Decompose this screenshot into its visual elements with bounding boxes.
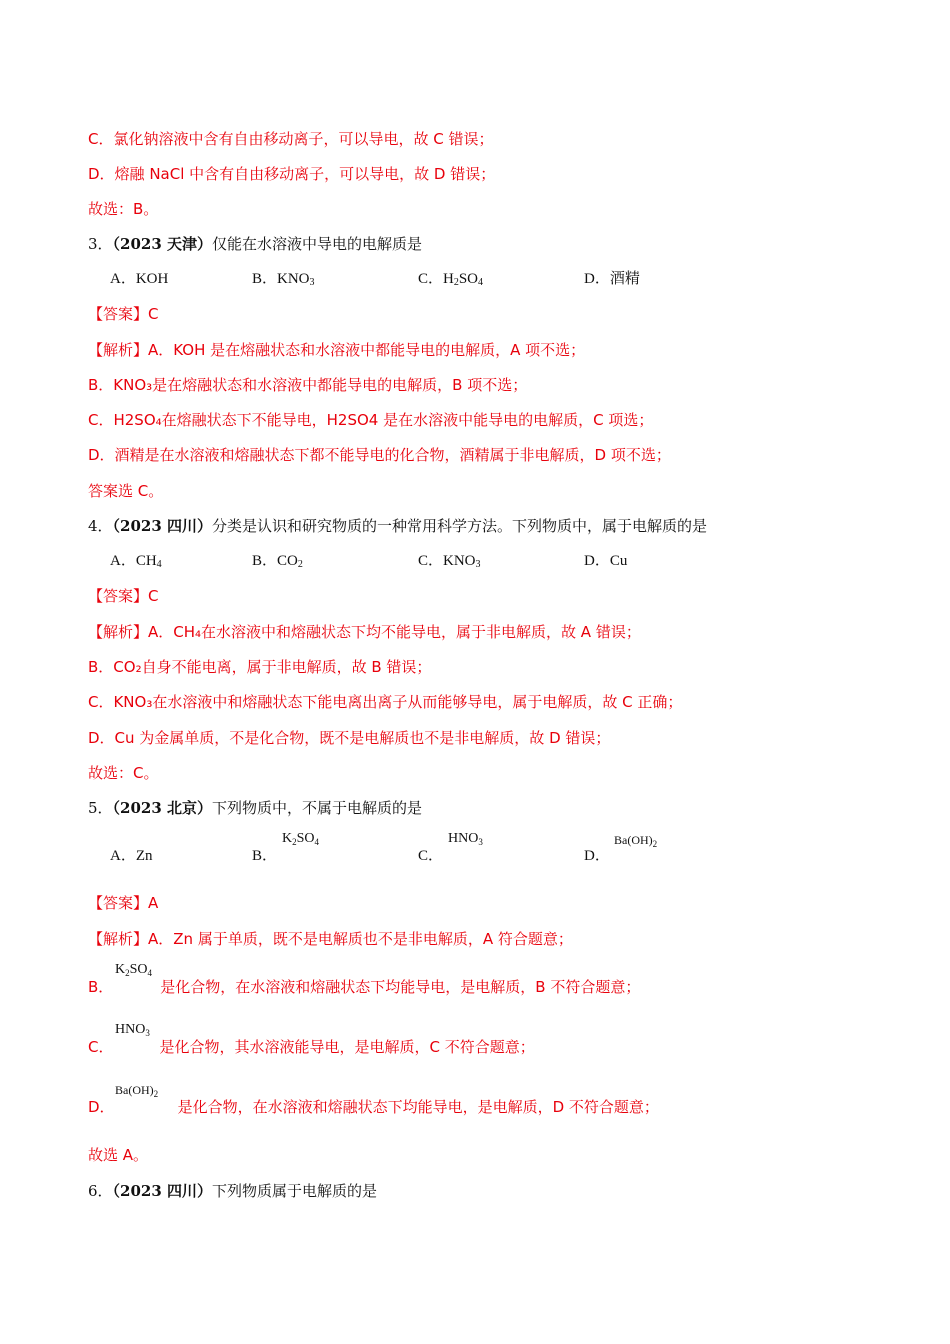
option-b: B． [252, 848, 278, 864]
analysis-line: B．KNO₃是在熔融状态和水溶液中都能导电的电解质，B 项不选； [88, 376, 528, 394]
conclusion-line: 故选 A。 [88, 1146, 149, 1164]
formula-k2so4: $K_2SO_4$ [282, 831, 320, 847]
answer-line: 【答案】C [88, 587, 159, 605]
option-a: A．Zn [110, 848, 153, 864]
analysis-line: C． 是化合物，其水溶液能导电，是电解质，C 不符合题意； [88, 1038, 535, 1056]
answer-line: 【答案】A [88, 894, 159, 912]
option-b: B．$CO_2$ [252, 553, 303, 570]
question-stem: 仅能在水溶液中导电的电解质是 [212, 235, 423, 253]
analysis-line: B． 是化合物，在水溶液和熔融状态下均能导电，是电解质，B 不符合题意； [88, 978, 641, 996]
analysis-line: D．熔融 NaCl 中含有自由移动离子，可以导电，故 D 错误； [88, 165, 496, 183]
option-d: D． [584, 848, 610, 864]
question-number: 4． [88, 517, 113, 535]
question-source: （2023 四川） [112, 1182, 213, 1200]
analysis-line: 【解析】A．CH₄在水溶液中和熔融状态下均不能导电，属于非电解质，故 A 错误； [88, 623, 641, 641]
analysis-line: 【解析】A．Zn 属于单质，既不是电解质也不是非电解质，A 符合题意； [88, 930, 573, 948]
question-number: 6． [88, 1182, 113, 1200]
conclusion-line: 答案选 C。 [88, 482, 164, 500]
question-5 [88, 797, 422, 819]
formula-hno3: $HNO_3$ [448, 831, 483, 847]
question-4 [88, 515, 707, 537]
formula-k2so4: $K_2SO_4$ [115, 962, 153, 978]
option-a: A．KOH [110, 271, 169, 287]
analysis-line: C．氯化钠溶液中含有自由移动离子，可以导电，故 C 错误； [88, 130, 494, 148]
question-number: 3． [88, 235, 113, 253]
question-stem: 下列物质中，不属于电解质的是 [212, 799, 423, 817]
question-3 [88, 233, 422, 255]
formula-baoh2: $Ba(OH)_2$ [614, 833, 658, 849]
analysis-line: C．KNO₃在水溶液中和熔融状态下能电离出离子从而能够导电，属于电解质，故 C 正确； [88, 693, 683, 711]
question-number: 5． [88, 799, 113, 817]
question-stem: 下列物质属于电解质的是 [212, 1182, 378, 1200]
answer-line: 【答案】C [88, 305, 159, 323]
analysis-line: D．酒精是在水溶液和熔融状态下都不能导电的化合物，酒精属于非电解质，D 项不选； [88, 446, 671, 464]
option-d: D．酒精 [584, 271, 640, 287]
analysis-line: D．Cu 为金属单质，不是化合物，既不是电解质也不是非电解质，故 D 错误； [88, 729, 611, 747]
analysis-line: C．H2SO₄在熔融状态下不能导电，H2SO4 是在水溶液中能导电的电解质，C 项选； [88, 411, 654, 429]
option-c: C．$KNO_3$ [418, 553, 481, 570]
option-d: D．Cu [584, 553, 628, 569]
conclusion-line: 故选：C。 [88, 764, 159, 782]
question-stem: 分类是认识和研究物质的一种常用科学方法。下列物质中，属于电解质的是 [212, 517, 708, 535]
option-c: C． [418, 848, 444, 864]
analysis-line: B．CO₂自身不能电离，属于非电解质，故 B 错误； [88, 658, 432, 676]
option-c: C．$H_2SO_4$ [418, 271, 484, 288]
question-6 [88, 1180, 377, 1202]
question-source: （2023 四川） [112, 517, 213, 535]
option-a: A．$CH_4$ [110, 553, 162, 570]
formula-hno3: $HNO_3$ [115, 1022, 150, 1038]
question-source: （2023 北京） [112, 799, 213, 817]
option-b: B．$KNO_3$ [252, 271, 315, 288]
question-source: （2023 天津） [112, 235, 213, 253]
conclusion-line: 故选：B。 [88, 200, 159, 218]
formula-baoh2: $Ba(OH)_2$ [115, 1083, 159, 1099]
analysis-line: 【解析】A．KOH 是在熔融状态和水溶液中都能导电的电解质，A 项不选； [88, 341, 586, 359]
analysis-line: D． 是化合物，在水溶液和熔融状态下均能导电，是电解质，D 不符合题意； [88, 1098, 659, 1116]
